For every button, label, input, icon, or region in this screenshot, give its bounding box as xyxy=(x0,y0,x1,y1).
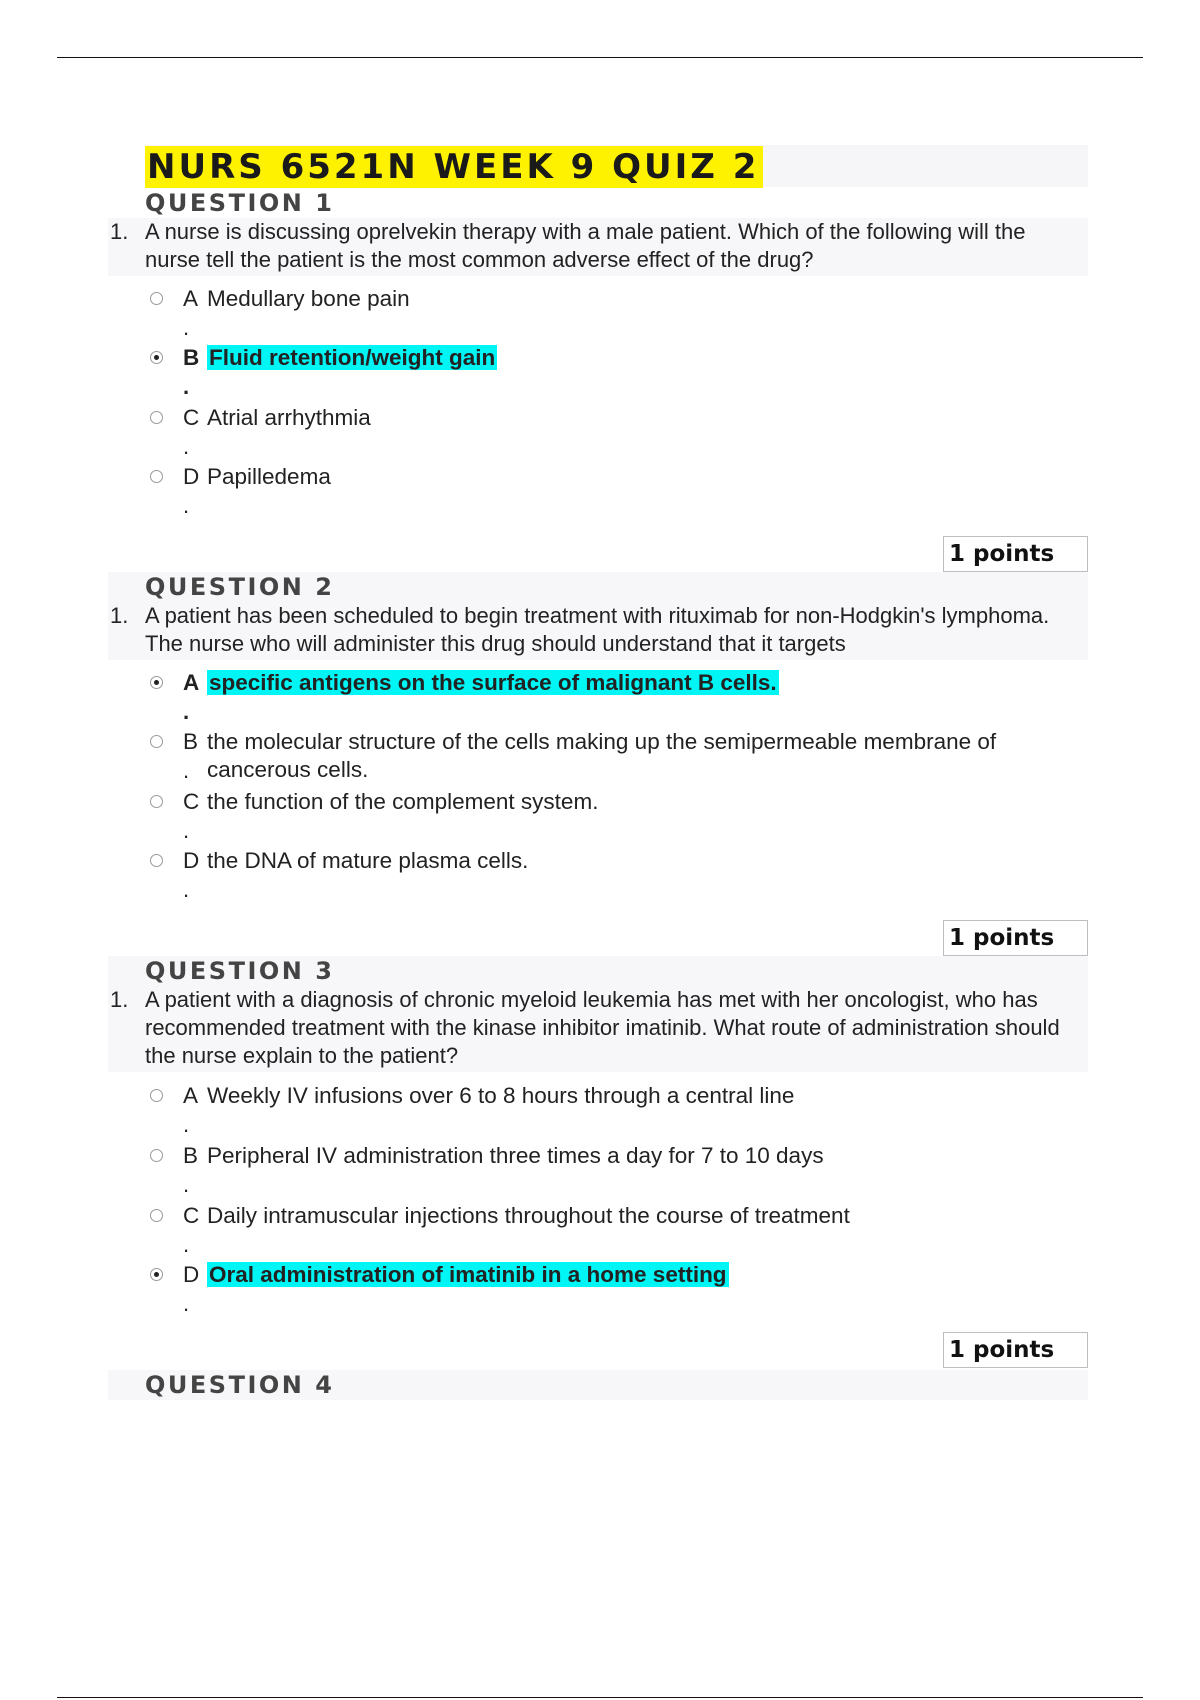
option-letter: C xyxy=(183,1203,200,1228)
option-letter: C xyxy=(183,789,200,814)
radio-button[interactable] xyxy=(150,411,163,424)
separator-dot: . xyxy=(183,493,190,518)
separator-dot: . xyxy=(183,374,190,399)
option-text xyxy=(207,1261,729,1289)
radio-button[interactable] xyxy=(150,292,163,305)
bottom-rule xyxy=(57,1697,1143,1698)
radio-button[interactable] xyxy=(150,470,163,483)
option-text: the function of the complement system. xyxy=(207,789,599,814)
option-letter: D xyxy=(183,464,200,489)
top-rule xyxy=(57,57,1143,58)
option-letter: A xyxy=(183,286,199,311)
option-text: Daily intramuscular injections throughout the course of treatment xyxy=(207,1203,850,1228)
separator-dot: . xyxy=(183,1232,190,1257)
option-text: the DNA of mature plasma cells. xyxy=(207,848,529,873)
question-3-text: A patient with a diagnosis of chronic myeloid leukemia has met with her oncologist, who has recommended treatment with the kinase inhibitor imatinib. What route of administration should the nurse explain to the patient? xyxy=(145,987,1060,1068)
option-letter: B xyxy=(183,345,200,370)
question-2-number: 1. xyxy=(110,603,129,628)
separator-dot: . xyxy=(183,877,190,902)
option-text: Atrial arrhythmia xyxy=(207,405,371,430)
separator-dot: . xyxy=(183,434,190,459)
option-letter: B xyxy=(183,1143,199,1168)
radio-button[interactable] xyxy=(150,795,163,808)
option-text: Medullary bone pain xyxy=(207,286,410,311)
separator-dot: . xyxy=(183,818,190,843)
radio-button[interactable] xyxy=(150,1149,163,1162)
option-text: Peripheral IV administration three times a day for 7 to 10 days xyxy=(207,1143,824,1168)
question-4-heading: QUESTION 4 xyxy=(145,1371,335,1399)
option-letter: D xyxy=(183,1262,200,1287)
question-3-number: 1. xyxy=(110,987,129,1012)
option-text xyxy=(207,669,779,697)
radio-button[interactable] xyxy=(150,854,163,867)
question-1-points: 1 points xyxy=(943,536,1088,572)
option-text: Weekly IV infusions over 6 to 8 hours through a central line xyxy=(207,1083,795,1108)
option-text: Papilledema xyxy=(207,464,331,489)
radio-button-selected[interactable] xyxy=(150,1268,163,1281)
radio-button-selected[interactable] xyxy=(150,351,163,364)
question-1-heading: QUESTION 1 xyxy=(145,189,335,217)
radio-button[interactable] xyxy=(150,1209,163,1222)
separator-dot: . xyxy=(183,699,190,724)
radio-button[interactable] xyxy=(150,1089,163,1102)
question-3-points: 1 points xyxy=(943,1332,1088,1368)
option-letter: C xyxy=(183,405,200,430)
option-letter: A xyxy=(183,1083,199,1108)
option-letter: B xyxy=(183,729,199,754)
separator-dot: . xyxy=(183,758,190,783)
question-1-number: 1. xyxy=(110,219,129,244)
option-text xyxy=(207,344,497,372)
highlighted-answer: Fluid retention/weight gain xyxy=(209,345,496,370)
separator-dot: . xyxy=(183,1172,190,1197)
separator-dot: . xyxy=(183,1291,190,1316)
option-text: the molecular structure of the cells making up the semipermeable membrane of cancerous cells. xyxy=(207,729,997,782)
question-2-text: A patient has been scheduled to begin treatment with rituximab for non-Hodgkin's lymphoma. The nurse who will administer this drug should understand that it targets xyxy=(145,603,1050,656)
highlighted-answer: Oral administration of imatinib in a home setting xyxy=(209,1262,727,1287)
question-1-text: A nurse is discussing oprelvekin therapy with a male patient. Which of the following will the nurse tell the patient is the most common adverse effect of the drug? xyxy=(145,219,1026,272)
option-letter: D xyxy=(183,848,200,873)
question-2-heading: QUESTION 2 xyxy=(145,573,335,601)
separator-dot: . xyxy=(183,1112,190,1137)
radio-button[interactable] xyxy=(150,735,163,748)
question-2-points: 1 points xyxy=(943,920,1088,956)
option-letter: A xyxy=(183,670,200,695)
separator-dot: . xyxy=(183,315,190,340)
highlighted-answer: specific antigens on the surface of malignant B cells. xyxy=(209,670,777,695)
page-title: NURS 6521N WEEK 9 QUIZ 2 xyxy=(145,146,763,188)
question-3-heading: QUESTION 3 xyxy=(145,957,335,985)
radio-button-selected[interactable] xyxy=(150,676,163,689)
